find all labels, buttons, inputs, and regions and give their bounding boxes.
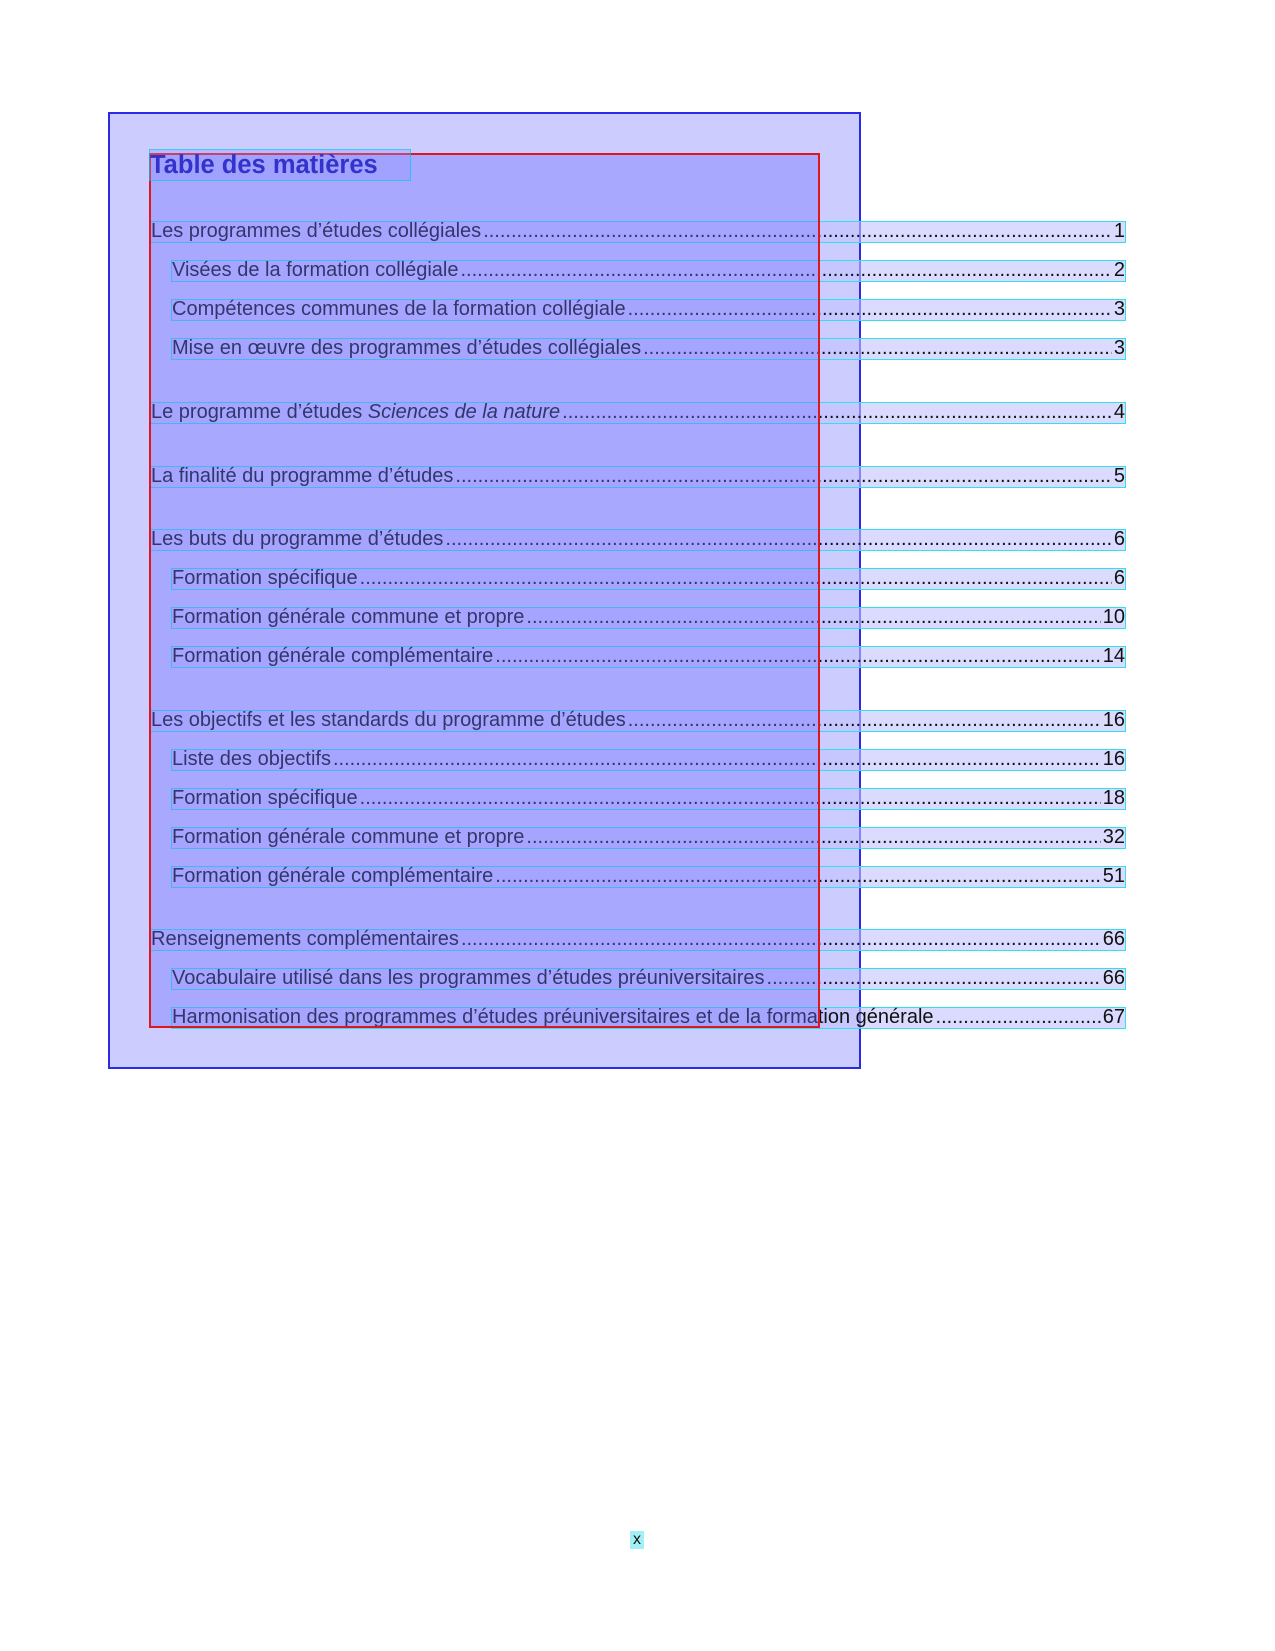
toc-entry-label: Liste des objectifs xyxy=(172,748,331,770)
toc-entry-page: 32 xyxy=(1102,826,1125,848)
leader-dots xyxy=(936,1007,1101,1028)
toc-entry-label: Les buts du programme d’études xyxy=(151,528,444,550)
page-title: Table des matières xyxy=(150,150,410,180)
toc-entry-label: Les programmes d’études collégiales xyxy=(151,220,482,242)
toc-entry-page: 6 xyxy=(1113,528,1125,550)
toc-entry-label: Formation spécifique xyxy=(172,787,358,809)
toc-entry-label: Compétences communes de la formation collégiale xyxy=(172,298,626,320)
toc-entry-label: Formation générale complémentaire xyxy=(172,865,494,887)
toc-entry-page: 16 xyxy=(1102,748,1125,770)
toc-entry-page: 18 xyxy=(1102,787,1125,809)
toc-entry-label: Formation générale complémentaire xyxy=(172,645,494,667)
highlight-region-inner xyxy=(149,153,820,1028)
page-number: x xyxy=(630,1531,644,1549)
toc-entry-page: 4 xyxy=(1113,401,1125,423)
toc-entry-page: 2 xyxy=(1113,259,1125,281)
toc-entry-label: Visées de la formation collégiale xyxy=(172,259,459,281)
toc-entry-label: Formation générale commune et propre xyxy=(172,606,525,628)
toc-entry-label: Mise en œuvre des programmes d’études collégiales xyxy=(172,337,642,359)
toc-entry-page: 6 xyxy=(1113,567,1125,589)
toc-entry-page: 14 xyxy=(1102,645,1125,667)
toc-entry-label: Renseignements complémentaires xyxy=(151,928,459,950)
toc-entry-page: 51 xyxy=(1102,865,1125,887)
toc-entry-page: 67 xyxy=(1102,1006,1125,1028)
toc-entry-page: 3 xyxy=(1113,298,1125,320)
toc-entry-label: Harmonisation des programmes d’études préuniversitaires et de la formation générale xyxy=(172,1006,934,1028)
toc-entry-page: 10 xyxy=(1102,606,1125,628)
toc-entry-label: Formation générale commune et propre xyxy=(172,826,525,848)
toc-entry-label: Formation spécifique xyxy=(172,567,358,589)
toc-entry-page: 66 xyxy=(1102,928,1125,950)
toc-entry-label: Les objectifs et les standards du programme d’études xyxy=(151,709,626,731)
toc-entry-label-italic: Sciences de la nature xyxy=(367,401,561,423)
toc-entry-page: 5 xyxy=(1113,465,1125,487)
toc-entry-page: 16 xyxy=(1102,709,1125,731)
toc-entry-label-prefix: Le programme d’études xyxy=(151,401,368,423)
toc-entry-page: 3 xyxy=(1113,337,1125,359)
toc-entry-label: La finalité du programme d’études xyxy=(151,465,454,487)
toc-entry-label: Vocabulaire utilisé dans les programmes d’études préuniversitaires xyxy=(172,967,765,989)
toc-entry-page: 1 xyxy=(1113,220,1125,242)
toc-entry-page: 66 xyxy=(1102,967,1125,989)
